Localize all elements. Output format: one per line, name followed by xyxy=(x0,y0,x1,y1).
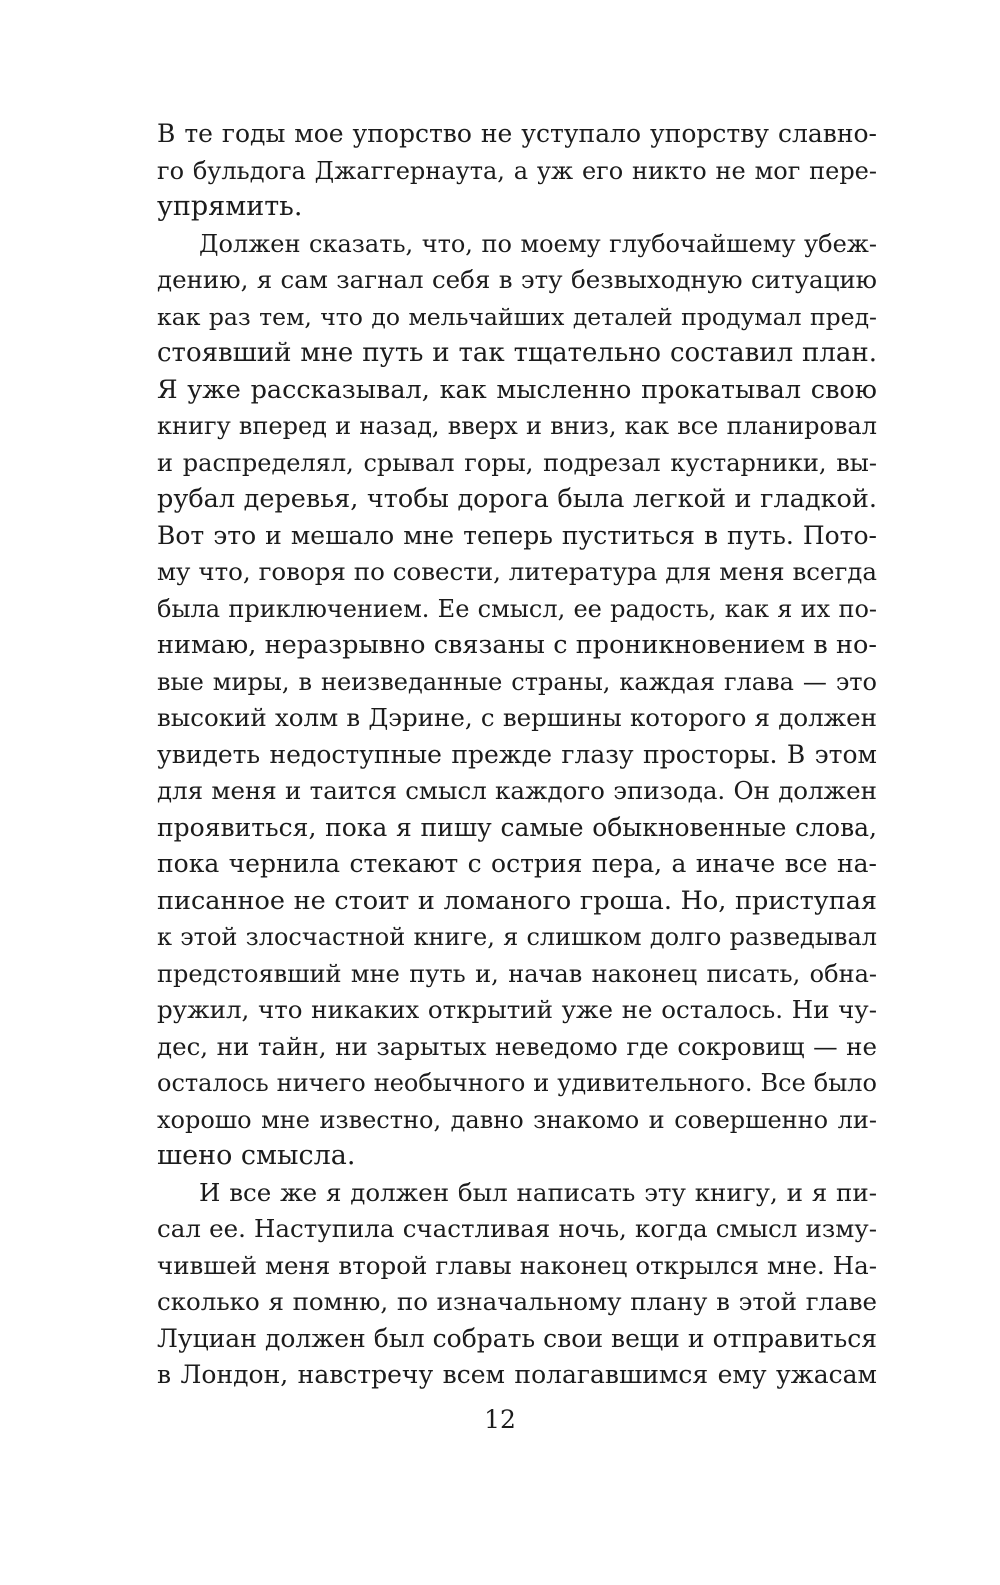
text-line: го бульдога Джаггернаута, а уж его никто не мог пере- xyxy=(157,156,877,185)
text-line: нимаю, неразрывно связаны с проникновением в но- xyxy=(157,630,877,660)
text-line: му что, говоря по совести, литература для меня всегда xyxy=(157,557,877,586)
text-line: была приключением. Ее смысл, ее радость, как я их по- xyxy=(157,594,877,623)
text-line: к этой злосчастной книге, я слишком долго разведывал xyxy=(157,923,877,951)
text-line: шено смысла. xyxy=(157,1140,356,1171)
text-line: дению, я сам загнал себя в эту безвыходную ситуацию xyxy=(157,265,877,294)
text-line: Луциан должен был собрать свои вещи и отправиться xyxy=(157,1323,877,1353)
text-line: осталось ничего необычного и удивительного. Все было xyxy=(157,1069,877,1097)
text-line: В те годы мое упорство не уступало упорству славно- xyxy=(157,119,877,148)
text-line: и распределял, срывал горы, подрезал кустарники, вы- xyxy=(157,448,877,477)
text-line: дес, ни тайн, ни зарытых неведомо где сокровищ — не xyxy=(157,1031,877,1061)
text-line: хорошо мне известно, давно знакомо и совершенно ли- xyxy=(157,1105,877,1134)
body-text xyxy=(157,116,877,1394)
text-line: вые миры, в неизведанные страны, каждая глава — это xyxy=(157,667,877,696)
paragraph-start-line: И все же я должен был написать эту книгу, и я пи- xyxy=(199,1177,877,1207)
paragraph-start-line: Должен сказать, что, по моему глубочайшему убеж- xyxy=(199,229,877,258)
text-line: для меня и таится смысл каждого эпизода. Он должен xyxy=(157,776,877,805)
text-line: высокий холм в Дэрине, с вершины которого я должен xyxy=(157,703,877,732)
text-line: рубал деревья, чтобы дорога была легкой и гладкой. xyxy=(157,484,877,514)
text-line: писанное не стоит и ломаного гроша. Но, приступая xyxy=(157,885,877,916)
text-line: в Лондон, навстречу всем полагавшимся ему ужасам xyxy=(157,1360,877,1389)
text-line: стоявший мне путь и так тщательно составил план. xyxy=(157,338,877,368)
text-line: Вот это и мешало мне теперь пуститься в путь. Пото- xyxy=(157,520,877,550)
text-line: книгу вперед и назад, вверх и вниз, как все планировал xyxy=(157,412,877,440)
text-line: предстоявший мне путь и, начав наконец писать, обна- xyxy=(157,959,877,988)
text-line: пока чернила стекают с острия пера, а иначе все на- xyxy=(157,849,877,878)
text-line: упрямить. xyxy=(157,191,303,222)
page-number: 12 xyxy=(484,1405,516,1434)
text-line: сколько я помню, по изначальному плану в этой главе xyxy=(157,1287,877,1316)
text-line: ружил, что никаких открытий уже не осталось. Ни чу- xyxy=(157,995,877,1024)
text-line: Я уже рассказывал, как мысленно прокатывал свою xyxy=(157,374,877,405)
text-line: проявиться, пока я пишу самые обыкновенные слова, xyxy=(157,812,877,842)
text-line: чившей меня второй главы наконец открылся мне. На- xyxy=(157,1250,877,1280)
text-line: сал ее. Наступила счастливая ночь, когда смысл изму- xyxy=(157,1214,877,1243)
text-line: увидеть недоступные прежде глазу просторы. В этом xyxy=(157,739,877,769)
text-line: как раз тем, что до мельчайших деталей продумал пред- xyxy=(157,302,877,331)
